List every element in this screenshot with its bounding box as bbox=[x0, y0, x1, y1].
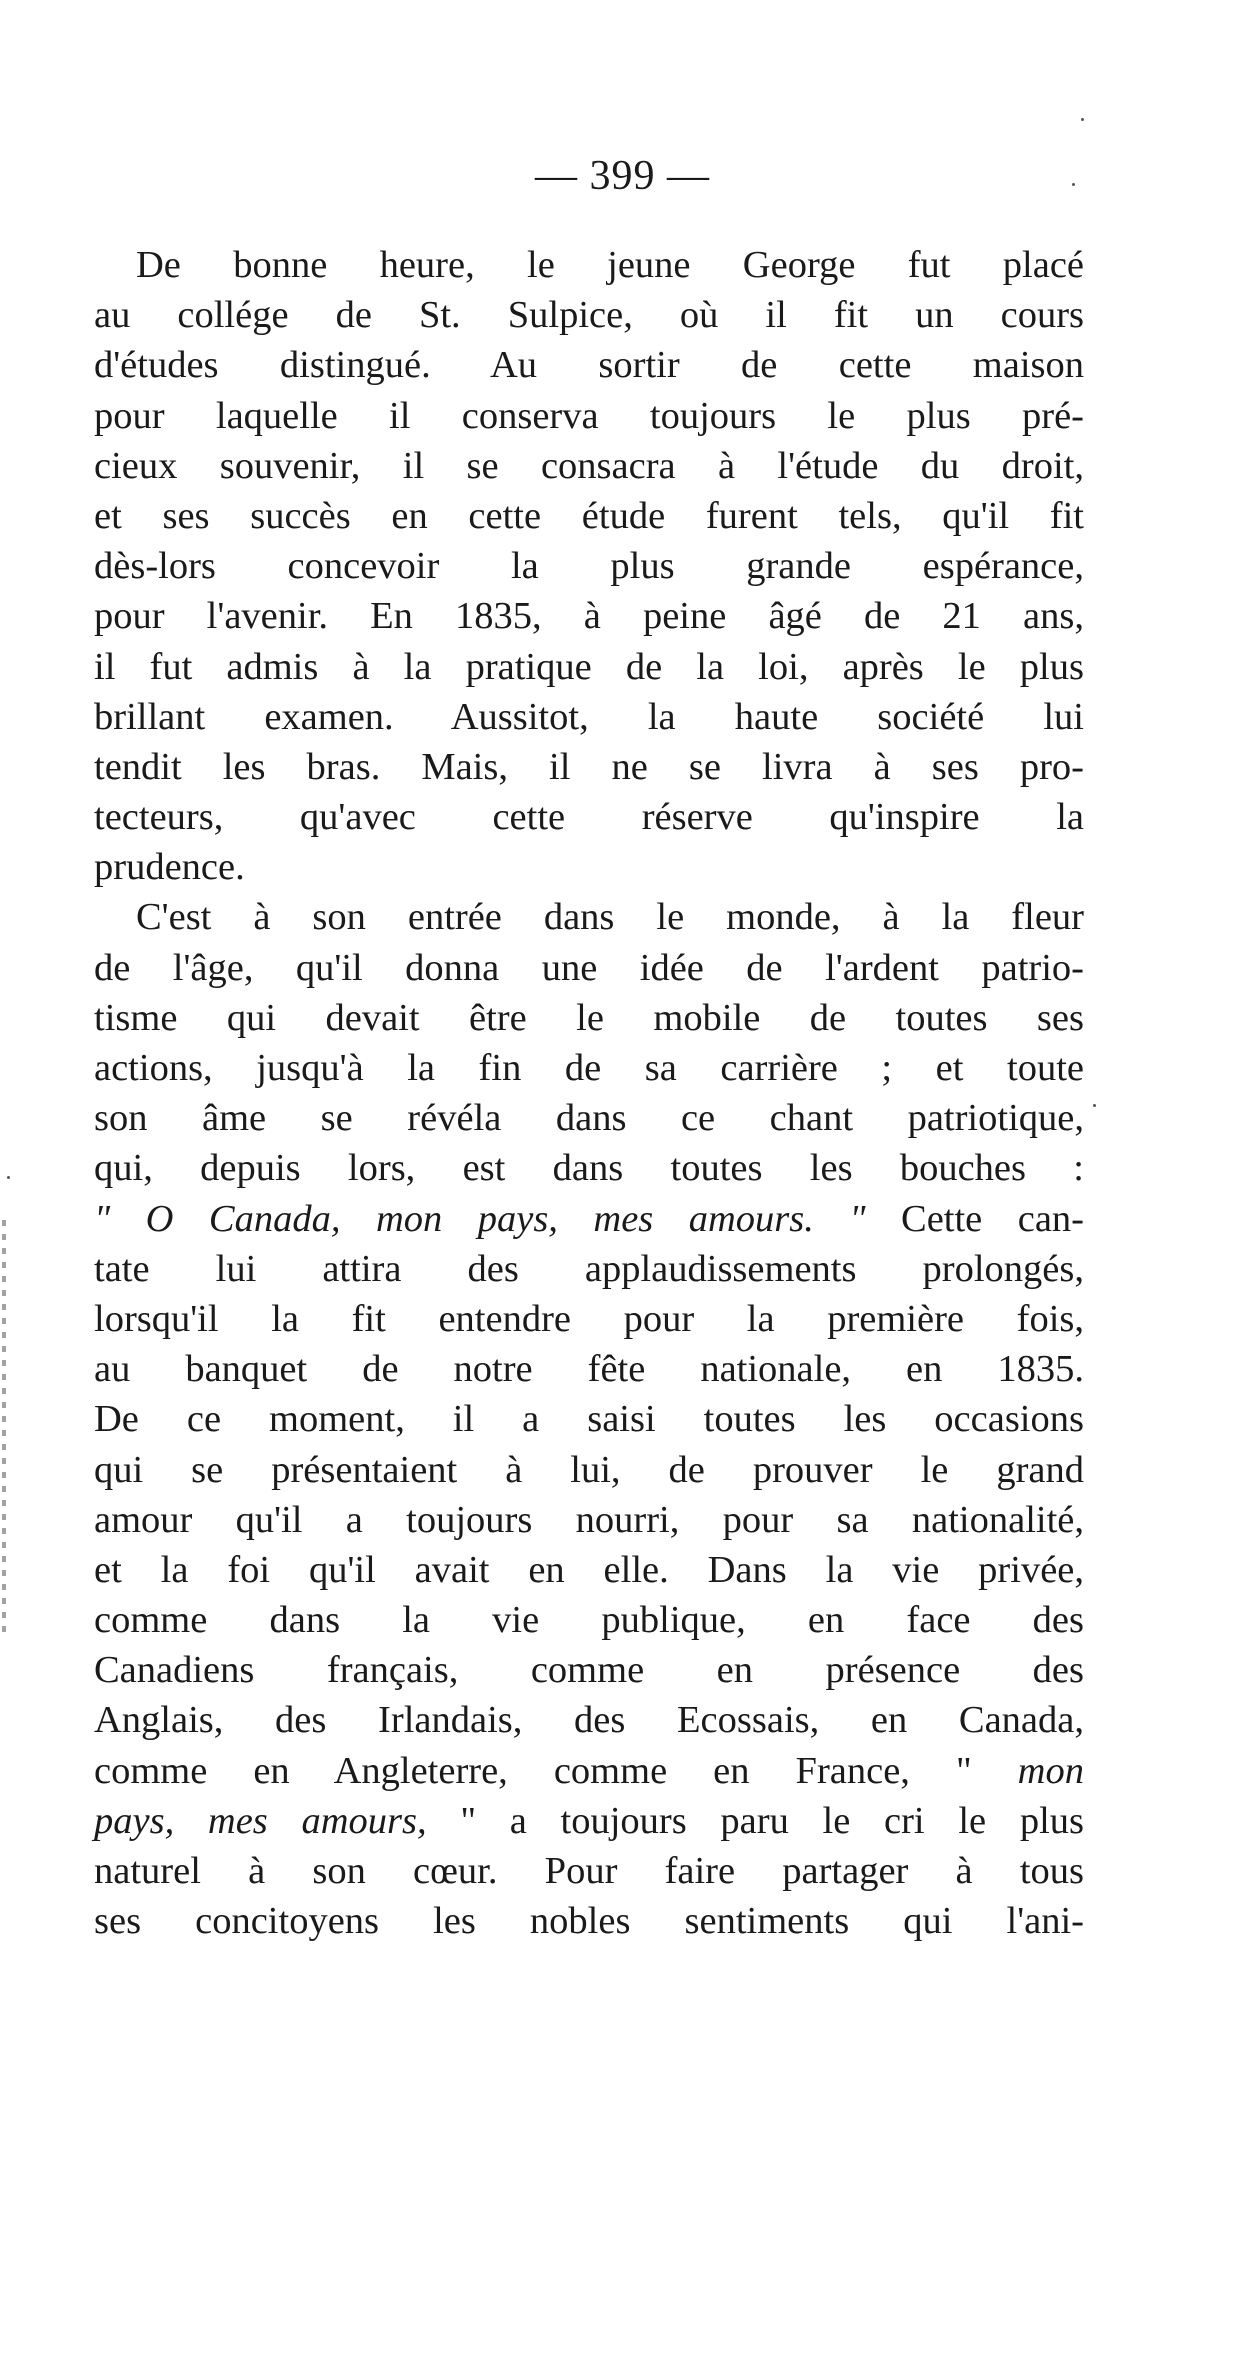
song-title: pays, mes amours, bbox=[94, 1799, 427, 1842]
text-fragment: Cette can- bbox=[865, 1197, 1084, 1240]
text-line: comme dans la vie publique, en face des bbox=[94, 1599, 1084, 1642]
text-line: De ce moment, il a saisi toutes les occasions bbox=[94, 1398, 1084, 1441]
text-line-mixed bbox=[94, 1746, 1084, 1796]
text-line: et ses succès en cette étude furent tels, qu'il fit bbox=[94, 494, 1084, 537]
text-line: au collége de St. Sulpice, où il fit un cours bbox=[94, 294, 1084, 337]
text-line: ses concitoyens les nobles sentiments qui l'ani- bbox=[94, 1900, 1084, 1943]
text-line: d'études distingué. Au sortir de cette maison bbox=[94, 344, 1084, 387]
scan-speck bbox=[1072, 183, 1075, 186]
scan-speck bbox=[1093, 1104, 1096, 1107]
page-number: — 399 — bbox=[535, 153, 710, 199]
scan-speck bbox=[7, 1176, 10, 1179]
text-fragment: " a toujours paru le cri le plus bbox=[426, 1799, 1085, 1842]
song-title: mon bbox=[971, 1749, 1084, 1792]
text-line: qui se présentaient à lui, de prouver le grand bbox=[94, 1448, 1084, 1491]
text-line: au banquet de notre fête nationale, en 1835. bbox=[94, 1348, 1084, 1391]
text-line: De bonne heure, le jeune George fut placé bbox=[136, 244, 1084, 286]
text-line: Canadiens français, comme en présence des bbox=[94, 1649, 1084, 1692]
text-line: tate lui attira des applaudissements prolongés, bbox=[94, 1247, 1084, 1290]
text-line: dès-lors concevoir la plus grande espérance, bbox=[94, 545, 1084, 588]
text-line: de l'âge, qu'il donna une idée de l'ardent patrio- bbox=[94, 946, 1084, 989]
scan-speck bbox=[1081, 118, 1084, 121]
text-line: brillant examen. Aussitot, la haute société lui bbox=[94, 695, 1084, 738]
text-line: et la foi qu'il avait en elle. Dans la vie privée, bbox=[94, 1548, 1084, 1591]
text-line-mixed bbox=[94, 1194, 1084, 1244]
text-line: C'est à son entrée dans le monde, à la fleur bbox=[136, 896, 1084, 939]
text-line: pour l'avenir. En 1835, à peine âgé de 21 ans, bbox=[94, 595, 1084, 638]
text-line: qui, depuis lors, est dans toutes les bouches : bbox=[94, 1147, 1084, 1190]
text-line: lorsqu'il la fit entendre pour la première fois, bbox=[94, 1297, 1084, 1340]
text-line: Anglais, des Irlandais, des Ecossais, en Canada, bbox=[94, 1699, 1084, 1742]
body-text bbox=[94, 240, 1084, 1946]
song-title: " O Canada, mon pays, mes amours. " bbox=[94, 1197, 866, 1240]
text-line: il fut admis à la pratique de la loi, après le plus bbox=[94, 645, 1084, 688]
text-line: pour laquelle il conserva toujours le plus pré- bbox=[94, 394, 1084, 437]
text-line: tendit les bras. Mais, il ne se livra à ses pro- bbox=[94, 745, 1084, 788]
text-line: naturel à son cœur. Pour faire partager à tous bbox=[94, 1850, 1084, 1892]
text-line: actions, jusqu'à la fin de sa carrière ; et toute bbox=[94, 1047, 1084, 1089]
text-line: prudence. bbox=[94, 846, 245, 889]
scan-edge-mark bbox=[2, 1220, 6, 1640]
text-line: cieux souvenir, il se consacra à l'étude du droit, bbox=[94, 444, 1084, 487]
text-fragment: comme en Angleterre, comme en France, " bbox=[94, 1749, 972, 1792]
text-line: tisme qui devait être le mobile de toutes ses bbox=[94, 996, 1084, 1039]
text-line: son âme se révéla dans ce chant patriotique, bbox=[94, 1097, 1084, 1140]
text-line-mixed bbox=[94, 1796, 1084, 1846]
text-line: tecteurs, qu'avec cette réserve qu'inspire la bbox=[94, 796, 1084, 839]
text-line: amour qu'il a toujours nourri, pour sa nationalité, bbox=[94, 1498, 1084, 1541]
